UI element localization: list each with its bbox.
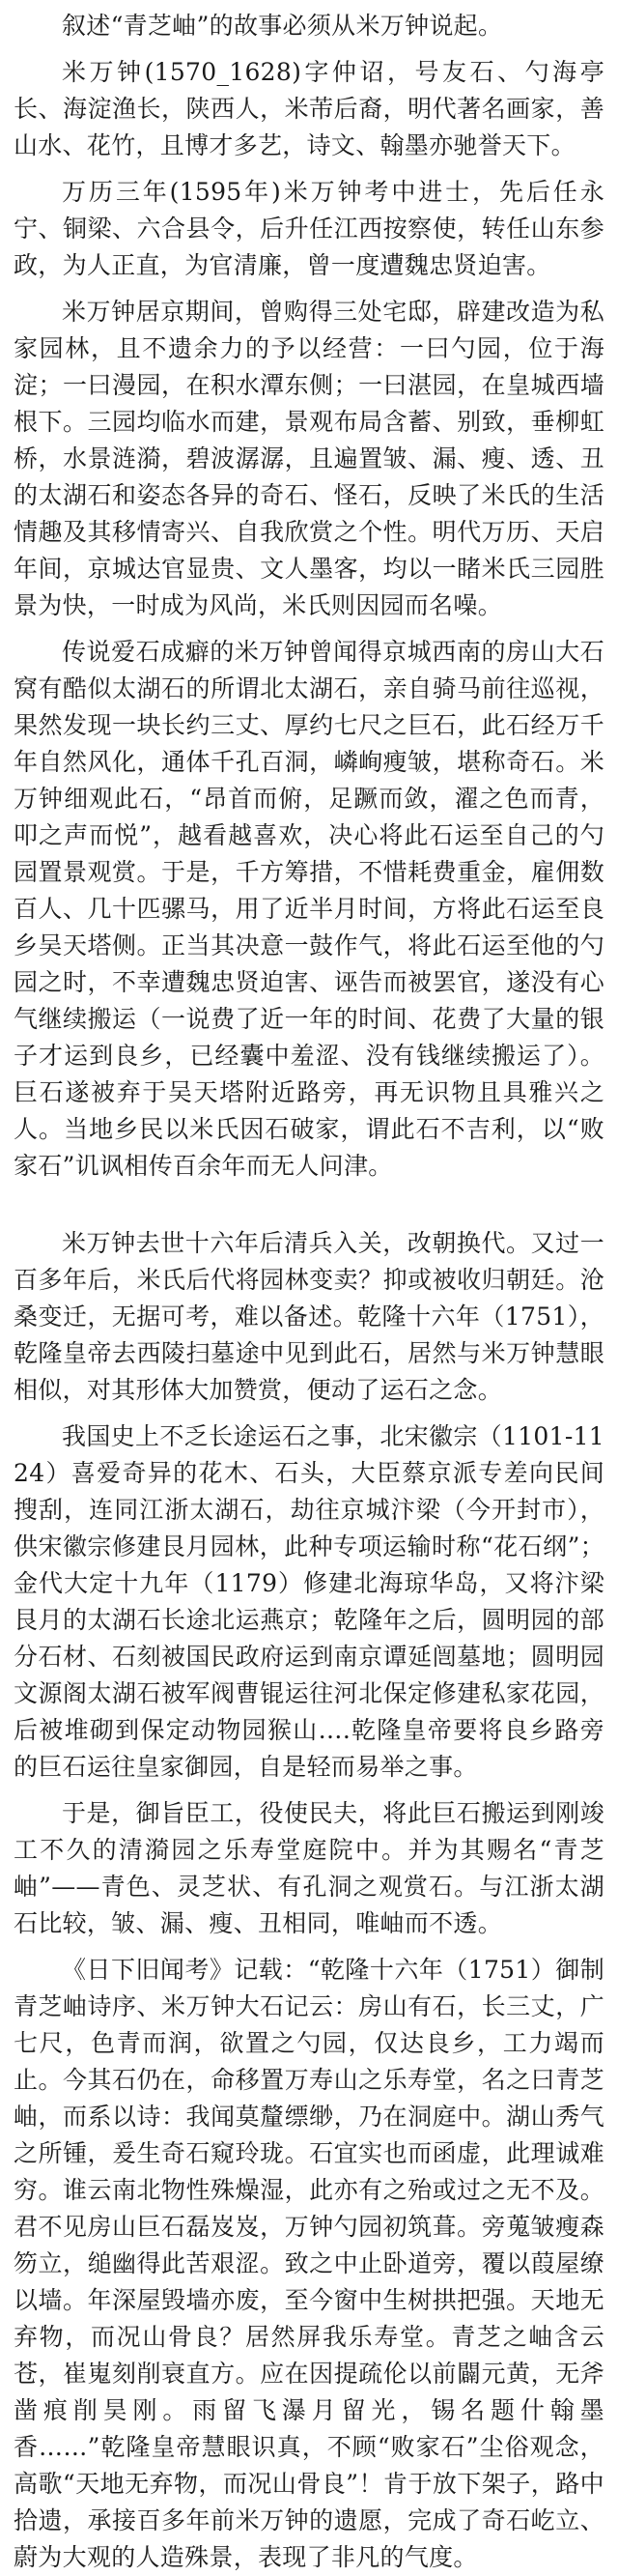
qianlong-paragraph: 米万钟去世十六年后清兵入关，改朝换代。又过一百多年后，米氏后代将园林变卖？抑或被收归朝廷。沧桑变迁，无据可考，难以备述。乾隆十六年（1751），乾隆皇帝去西陵扫墓途中见到此石，居然与米万钟慧眼相似，对其形体大加赞赏，便动了运石之念。 — [14, 1229, 604, 1404]
history-paragraph: 我国史上不乏长途运石之事，北宋徽宗（1101-1124）喜爱奇异的花木、石头，大臣蔡京派专差向民间搜刮，连同江浙太湖石，劫往京城汴梁（今开封市），供宋徽宗修建艮月园林，此种专项运输时称“花石纲”；金代大定十九年（1179）修建北海琼华岛，又将汴梁艮月的太湖石长途北运燕京；乾隆年之后，圆明园的部分石材、石刻被国民政府运到南京谭延闿墓地；圆明园文源阁太湖石被军阀曹锟运往河北保定修建私家花园，后被堆砌到保定动物园猴山….乾隆皇帝要将良乡路旁的巨石运往皇家御园，自是轻而易举之事。 — [14, 1422, 604, 1781]
career-paragraph: 万历三年(1595年)米万钟考中进士，先后任永宁、铜梁、六合县令，后升任江西按察使，转任山东参政，为人正直，为官清廉，曾一度遭魏忠贤迫害。 — [14, 178, 604, 279]
rock-legend-paragraph: 传说爱石成癖的米万钟曾闻得京城西南的房山大石窝有酷似太湖石的所谓北太湖石，亲自骑马前往巡视，果然发现一块长约三丈、厚约七尺之巨石，此石经万千年自然风化，通体千孔百洞，嶙峋瘦皱，堪称奇石。米万钟细观此石，“昂首而俯，足蹶而敛，濯之色而青，叩之声而悦”，越看越喜欢，决心将此石运至自己的勺园置景观赏。于是，千方筹措，不惜耗费重金，雇佣数百人、几十匹骡马，用了近半月时间，方将此石运至良乡吴天塔侧。正当其决意一鼓作气，将此石运至他的勺园之时，不幸遭魏忠贤迫害、诬告而被罢官，遂没有心气继续搬运（一说费了近一年的时间、花费了大量的银子才运到良乡，已经囊中羞涩、没有钱继续搬运了）。巨石遂被弃于吴天塔附近路旁，再无识物且具雅兴之人。当地乡民以米氏因石破家，谓此石不吉利，以“败家石”讥讽相传百余年而无人问津。 — [14, 638, 604, 1180]
rixia-jiuwen-paragraph: 《日下旧闻考》记载：“乾隆十六年（1751）御制青芝岫诗序、米万钟大石记云：房山有石，长三丈，广七尺，色青而润，欲置之勺园，仅达良乡，工力竭而止。今其石仍在，命移置万寿山之乐寿堂，名之曰青芝岫，而系以诗：我闻莫釐缥缈，乃在洞庭中。湖山秀气之所锺，爰生奇石窥玲珑。石宜实也而函虚，此理诚难穷。谁云南北物性殊燥湿，此亦有之殆或过之无不及。君不见房山巨石磊岌岌，万钟勺园初筑葺。旁蒐皱瘦森笏立，缒幽得此苦艰涩。致之中止卧道旁，覆以葭屋缭以墙。年深屋毁墙亦废，至今窗中生树拱把强。天地无弃物，而况山骨良？居然屏我乐寿堂。青芝之岫含云苍，崔嵬刻削衰直方。应在因提疏伦以前闢元黄，无斧凿痕削昊刚。雨留飞瀑月留光，锡名题什翰墨香……”乾隆皇帝慧眼识真，不顾“败家石”尘俗观念，高歌“天地无弃物，而况山骨良”！肯于放下架子，路中拾遗，承接百多年前米万钟的遗愿，完成了奇石屹立、蔚为大观的人造殊景，表现了非凡的气度。 — [14, 1956, 604, 2571]
intro-paragraph: 叙述“青芝岫”的故事必须从米万钟说起。 — [62, 12, 503, 40]
naming-paragraph: 于是，御旨臣工，役使民夫，将此巨石搬运到刚竣工不久的清漪园之乐寿堂庭院中。并为其赐名“青芝岫”——青色、灵芝状、有孔洞之观赏石。与江浙太湖石比较，皱、漏、瘦、丑相同，唯岫而不透。 — [14, 1799, 604, 1937]
mi-wanzhong-bio-paragraph: 米万钟(1570_1628)字仲诏，号友石、勺海亭长、海淀渔长，陕西人，米芾后裔，明代著名画家，善山水、花竹，且博才多艺，诗文、翰墨亦驰誉天下。 — [14, 58, 604, 159]
gardens-paragraph: 米万钟居京期间，曾购得三处宅邸，辟建改造为私家园林，且不遗余力的予以经营：一曰勺园，位于海淀；一曰漫园，在积水潭东侧；一曰湛园，在皇城西墙根下。三园均临水而建，景观布局含蓄、别致，垂柳虹桥，水景涟漪，碧波潺潺，且遍置皱、漏、瘦、透、丑的太湖石和姿态各异的奇石、怪石，反映了米氏的生活情趣及其移情寄兴、自我欣赏之个性。明代万历、天启年间，京城达官显贵、文人墨客，均以一睹米氏三园胜景为快，一时成为风尚，米氏则因园而名噪。 — [14, 298, 604, 619]
